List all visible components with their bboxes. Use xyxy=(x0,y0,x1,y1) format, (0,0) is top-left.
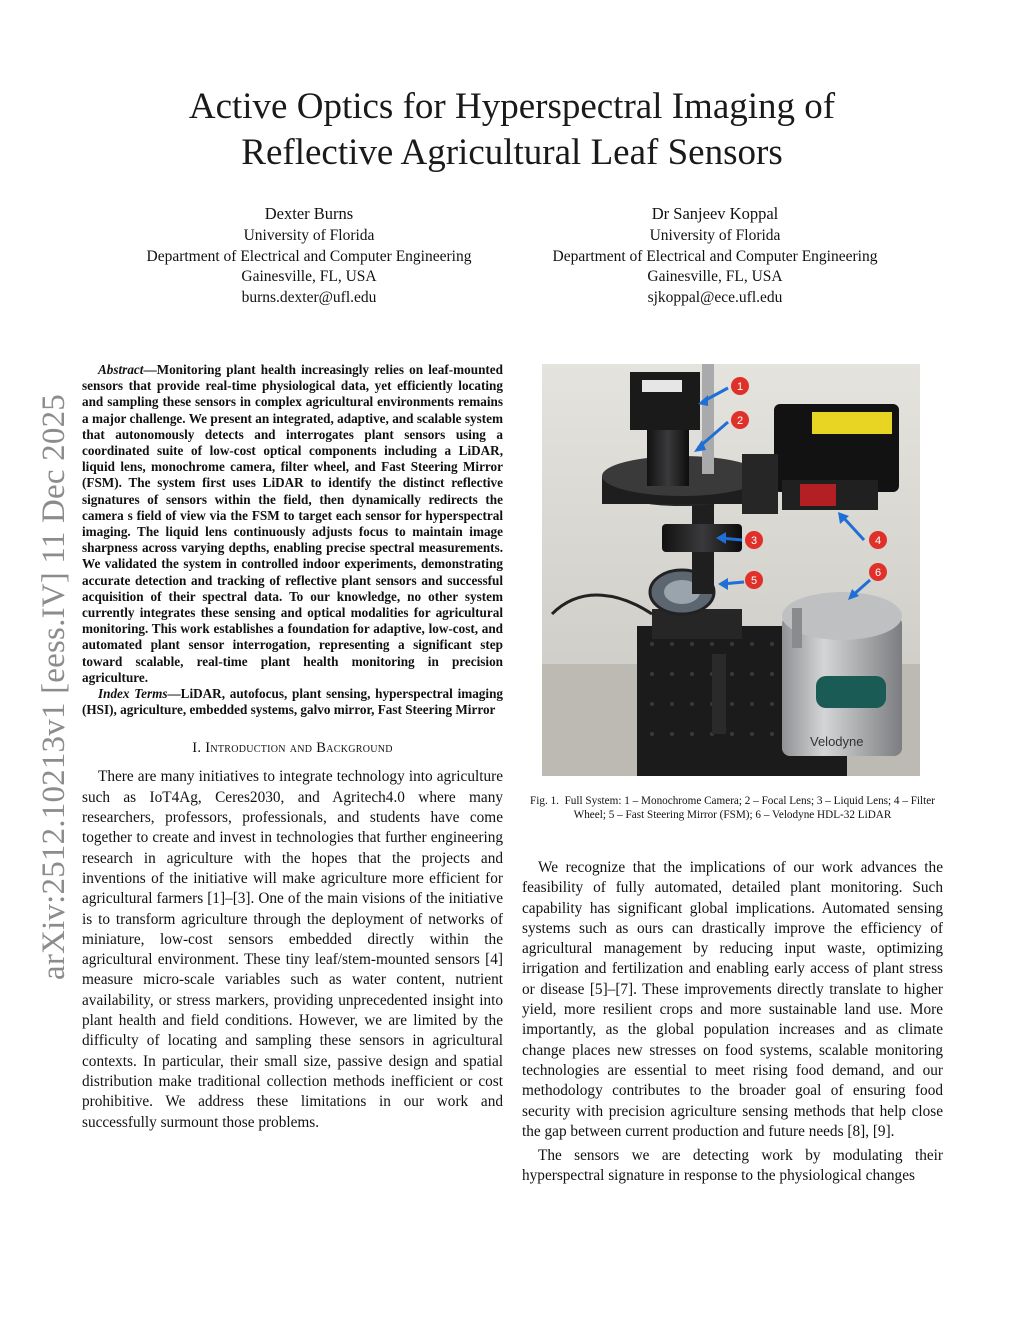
filter-arm xyxy=(742,454,778,514)
author-name: Dr Sanjeev Koppal xyxy=(651,204,779,223)
focal-lens xyxy=(647,426,689,486)
title-line-1: Active Optics for Hyperspectral Imaging of xyxy=(188,86,836,127)
arxiv-identifier: arXiv:2512.10213v1 [eess.IV] 11 Dec 2025 xyxy=(36,394,72,980)
abstract-label: Abstract xyxy=(98,362,144,377)
intro-paragraph: There are many initiatives to integrate technology into agriculture such as IoT4Ag, Ceres2030, and Agritech4.0 where many researchers, professors, professionals, and students have come together to create and invest in technologies that further engineering research in agriculture with the hopes that the projects and inventions of the initiative will make agriculture more efficient for agricultural farmers [1]–[3]. One of the main visions of the initiative is to transform agriculture through the deployment of networks of miniature, low-cost sensors embedded directly within the agricultural environment. These tiny leaf/stem-mounted sensors [4] measure micro-scale variables such as water content, nutrient availability, or stress markers, providing unprecedented insight into plant health and field conditions. However, we are limited by the difficulty of locating and sampling these sensors in agricultural contexts. In particular, their small size, passive design and spatial distribution make traditional collection methods inefficient or cost prohibitive. We address these limitations in our work and successfully surmount those problems. xyxy=(82,768,503,1131)
figure-1-caption xyxy=(522,794,943,822)
lidar-clamp xyxy=(792,608,802,648)
lidar-window xyxy=(816,676,886,708)
support-rod xyxy=(702,364,714,474)
title-line-2: Reflective Agricultural Leaf Sensors xyxy=(241,132,783,173)
author-block-2 xyxy=(515,202,915,308)
author-affiliation: University of Florida xyxy=(243,227,375,244)
camera-label xyxy=(642,380,682,392)
body-paragraph: The sensors we are detecting work by modulating their hyperspectral signature in response to the physiological changes xyxy=(522,1147,943,1185)
callout-label-3: 3 xyxy=(750,535,758,547)
author-name: Dexter Burns xyxy=(264,204,354,223)
abstract-text: —Monitoring plant health increasingly relies on leaf-mounted sensors that provide real-time physiological data, yet efficiently locating and sampling these sensors in complex agricultural environments remains a major challenge. We present an integrated, adaptive, and scalable system that autonomously detects and interrogates plant sensors using a coordinated suite of low-cost optical components including a LiDAR, liquid lens, monochrome camera, filter wheel, and Fast Steering Mirror (FSM). The system first uses LiDAR to identify the distinct reflective signatures of sensors within the field, then dynamically redirects the camera s field of view via the FSM to target each sensor for hyperspectral imaging. The liquid lens continuously adjusts focus to maintain image sharpness across varying depths, enabling precise spectral measurements. We validated the system in controlled indoor experiments, demonstrating accurate detection and tracking of reflective plant sensors and successful acquisition of their spectral data. To our knowledge, no other system currently integrates these sensing and optical modalities for agricultural monitoring. This work establishes a foundation for adaptive, low-cost, and automated plant sensor interrogation, representing a significant step toward scalable, real-time plant health monitoring in precision agriculture. xyxy=(82,362,503,685)
fsm-mount xyxy=(652,609,742,639)
figure-caption-text: Full System: 1 – Monochrome Camera; 2 – Focal Lens; 3 – Liquid Lens; 4 – Filter Wheel; 5 – Fast Steering Mirror (FSM); 6 – Velodyne HDL-32 LiDAR xyxy=(564,795,935,821)
callout-label-2: 2 xyxy=(736,415,744,427)
abstract xyxy=(82,362,503,686)
callout-label-1: 1 xyxy=(736,381,744,393)
left-column xyxy=(82,362,503,1133)
controller-buttons xyxy=(800,484,836,506)
figure-label: Fig. 1. xyxy=(530,795,559,807)
index-terms-label: Index Terms xyxy=(98,686,168,702)
author-department: Department of Electrical and Computer Engineering xyxy=(552,247,878,265)
section-title: Introduction and Background xyxy=(205,740,393,757)
callout-label-4: 4 xyxy=(874,535,882,547)
author-location: Gainesville, FL, USA xyxy=(241,268,377,285)
author-location: Gainesville, FL, USA xyxy=(647,268,783,285)
author-email[interactable]: burns.dexter@ufl.edu xyxy=(241,288,377,306)
index-terms xyxy=(82,686,503,718)
system-photo-illustration xyxy=(542,364,920,776)
author-affiliation: University of Florida xyxy=(649,227,781,244)
body-paragraph: We recognize that the implications of our work advances the feasibility of fully automated, detailed plant monitoring. Such capability has significant global implications. Automated sensing systems such as ours can drastically improve the efficiency of agricultural management by reducing input waste, optimizing irrigation and fertilization and enabling early access of plant stress or disease [5]–[7]. These improvements directly translate to higher yield, more resilient crops and more sustainable land use. More importantly, as the global population increases and as climate change places new stresses on food systems, scalable monitoring technologies are essential to meet rising food demand, and our methodology contributes to the broader goal of ensuring food security with precision agriculture sensing methods that help close the gap between current production and future needs [8], [9]. xyxy=(522,859,943,1140)
lidar-brand-text: Velodyne xyxy=(810,734,864,749)
paper-title xyxy=(0,84,1024,176)
section-heading xyxy=(82,740,503,757)
author-department: Department of Electrical and Computer Engineering xyxy=(146,247,472,265)
mount-post xyxy=(712,654,726,734)
controller-warning-label xyxy=(812,412,892,434)
callout-label-6: 6 xyxy=(874,567,882,579)
author-block-1 xyxy=(109,202,509,308)
figure-1-photo xyxy=(542,364,920,776)
right-column xyxy=(522,364,943,1187)
section-number: I. xyxy=(192,740,202,757)
author-email[interactable]: sjkoppal@ece.ufl.edu xyxy=(647,288,783,306)
index-terms-text: —LiDAR, autofocus, plant sensing, hyperspectral imaging (HSI), agriculture, embedded systems, galvo mirror, Fast Steering Mirror xyxy=(82,686,503,718)
callout-label-5: 5 xyxy=(750,575,758,587)
